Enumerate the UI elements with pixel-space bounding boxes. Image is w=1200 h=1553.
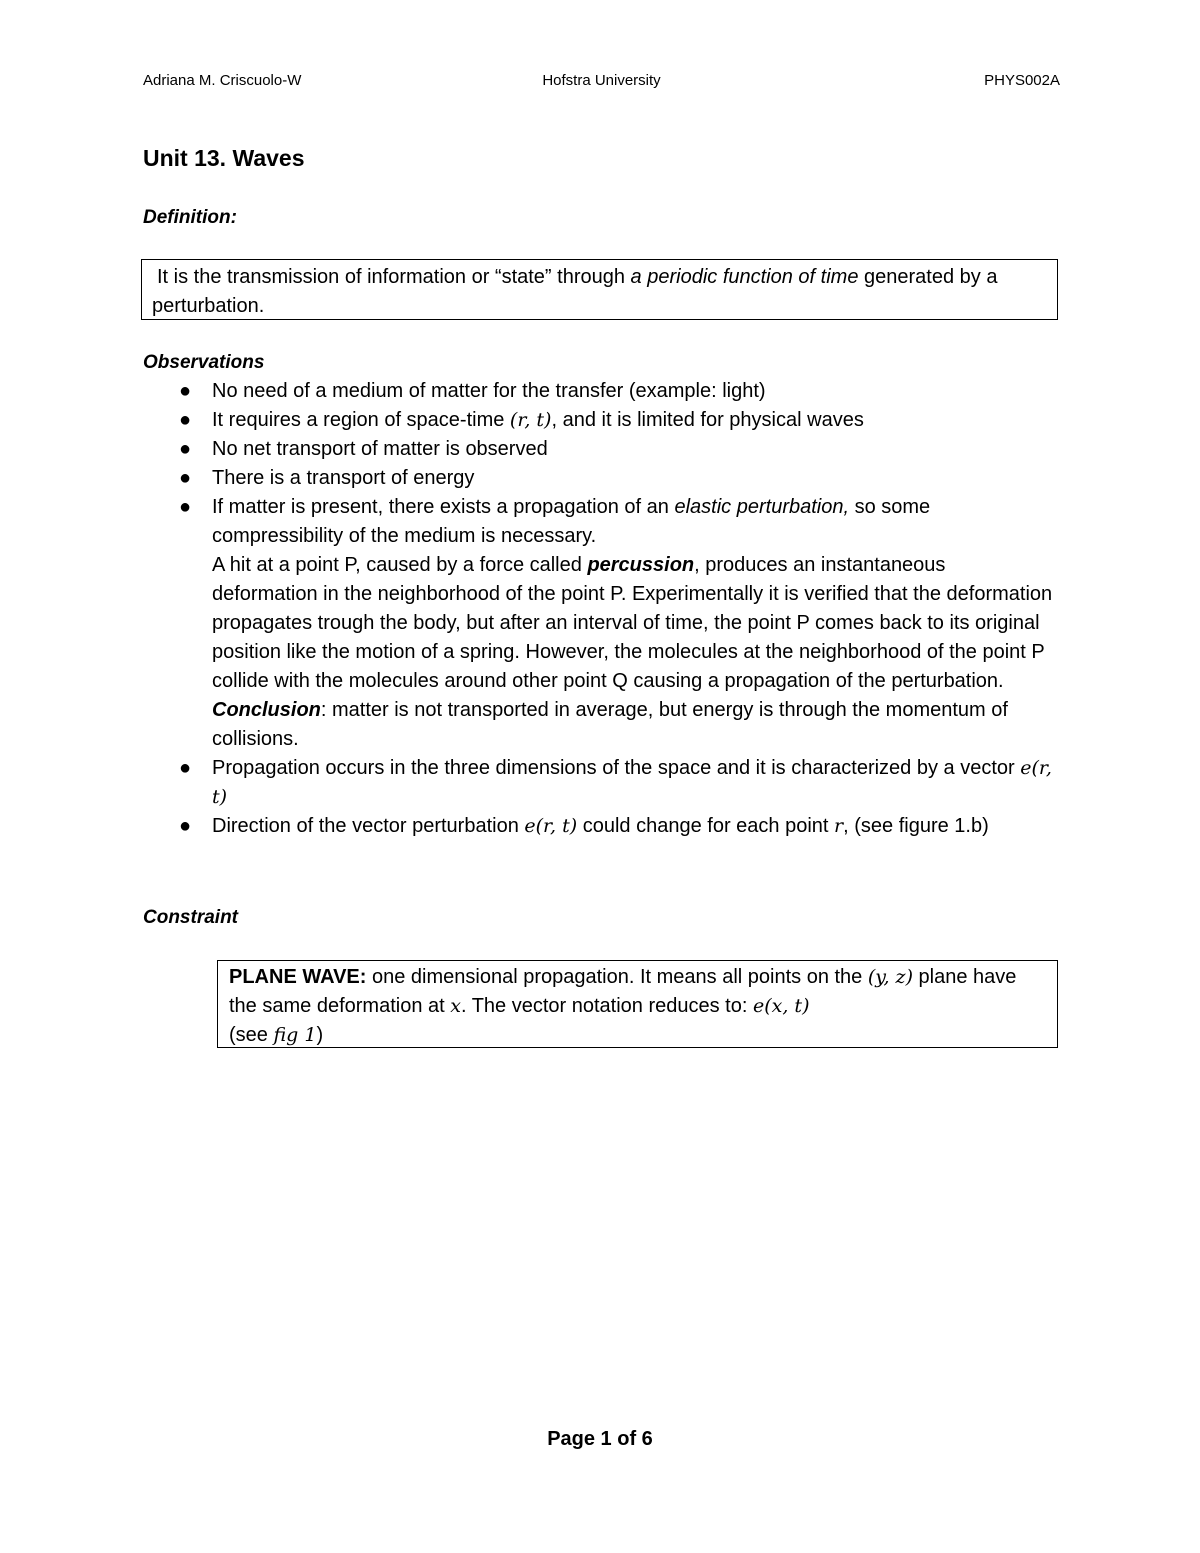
observations-list bbox=[143, 377, 1053, 841]
constraint-label: Constraint bbox=[143, 907, 238, 928]
header-institution: Hofstra University bbox=[542, 72, 661, 89]
header-author: Adriana M. Criscuolo-W bbox=[143, 72, 302, 89]
page-title: Unit 13. Waves bbox=[143, 145, 305, 171]
list-item: ● No net transport of matter is observed bbox=[143, 435, 1053, 464]
bullet-icon: ● bbox=[179, 757, 192, 779]
bullet-icon: ● bbox=[179, 467, 192, 489]
definition-text-italic: a periodic function of time bbox=[630, 266, 859, 288]
conclusion-label: Conclusion bbox=[212, 699, 321, 721]
list-item: ● No need of a medium of matter for the transfer (example: light) bbox=[143, 377, 1053, 406]
definition-box bbox=[141, 259, 1058, 320]
bullet-icon: ● bbox=[179, 438, 192, 460]
list-item: ● Direction of the vector perturbation e(r, t) could change for each point r, (see figure 1.b) bbox=[143, 812, 1053, 841]
list-item: ● It requires a region of space-time (r, t), and it is limited for physical waves bbox=[143, 406, 1053, 435]
bullet-icon: ● bbox=[179, 380, 192, 402]
list-item: ● There is a transport of energy bbox=[143, 464, 1053, 493]
bullet-icon: ● bbox=[179, 815, 192, 837]
definition-text-after: generated by a perturbation. bbox=[152, 266, 998, 317]
math-e-r-t: e(r, t) bbox=[212, 757, 1052, 808]
page-total: 6 bbox=[641, 1428, 653, 1450]
list-item: ● Propagation occurs in the three dimensions of the space and it is characterized by a vector e(r, t) bbox=[143, 754, 1053, 812]
definition-text-before: It is the transmission of information or “state” through bbox=[157, 266, 631, 288]
page-header bbox=[143, 72, 1060, 94]
math-r-t: (r, t) bbox=[509, 409, 552, 431]
math-e-r-t: e(r, t) bbox=[524, 815, 578, 837]
observations-label: Observations bbox=[143, 352, 265, 373]
list-item: ● If matter is present, there exists a propagation of an elastic perturbation, so some compressibility of the medium is necessary. A hit at a point P, caused by a force called percussion, produces an instantaneous deformation in the neighborhood of the point P. Experimentally it is verified that the deformation propagates trough the body, but after an interval of time, the point P comes back to its original position like the motion of a spring. However, the molecules at the neighborhood of the point P collide with the molecules around other point Q causing a propagation of the perturbation. Conclusion: matter is not transported in average, but energy is through the momentum of collisions. bbox=[143, 493, 1053, 754]
bullet-icon: ● bbox=[179, 496, 192, 518]
bullet-icon: ● bbox=[179, 409, 192, 431]
plane-wave-label: PLANE WAVE: bbox=[229, 966, 367, 988]
header-course: PHYS002A bbox=[984, 72, 1060, 89]
plane-wave-box: PLANE WAVE: one dimensional propagation. It means all points on the (y, z) plane have the same deformation at x. The vector notation reduces to: e(x, t) (see fig 1) bbox=[217, 960, 1058, 1048]
page-number: 1 bbox=[600, 1428, 612, 1450]
definition-label: Definition: bbox=[143, 207, 237, 228]
math-r: r bbox=[834, 815, 844, 837]
page-footer: Page 1 of 6 bbox=[547, 1428, 653, 1450]
